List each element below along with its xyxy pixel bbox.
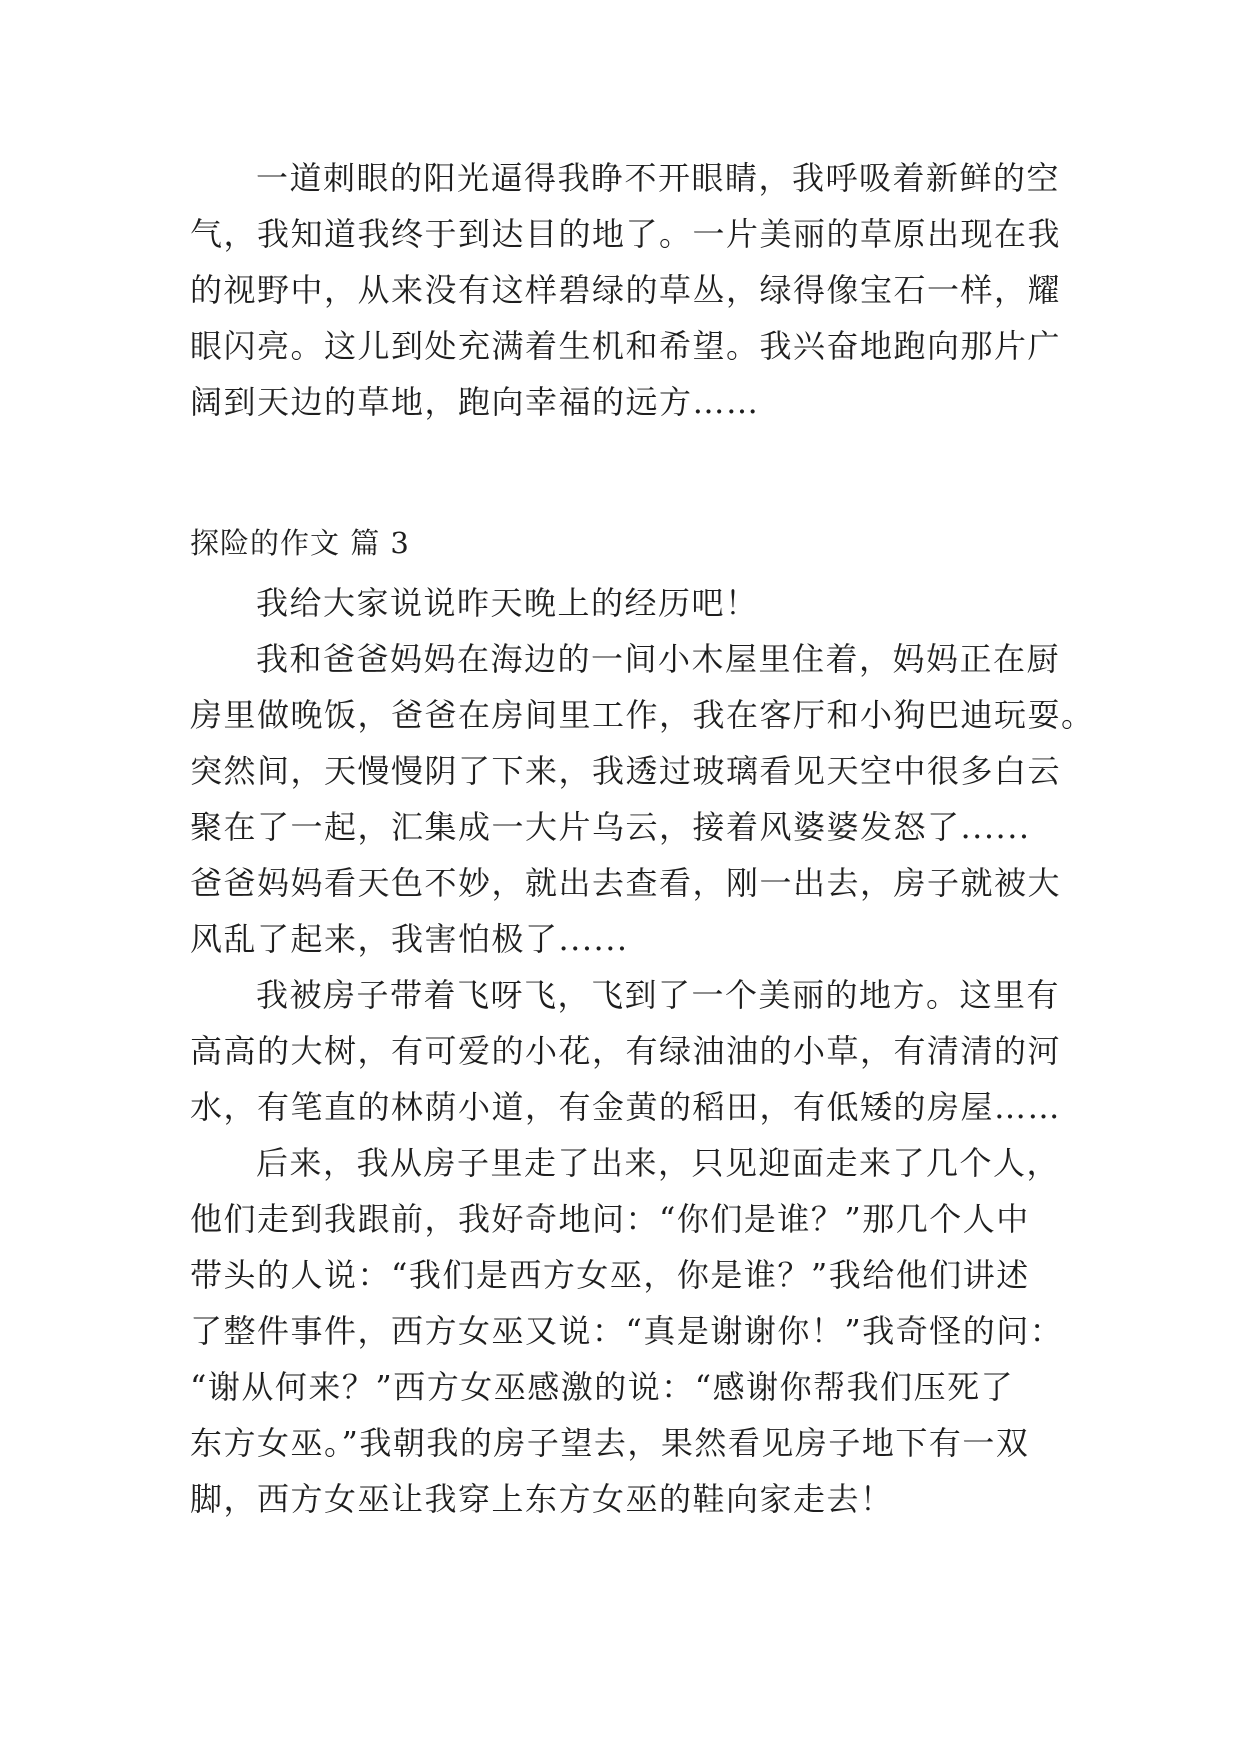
text-line: 东方女巫。”我朝我的房子望去，果然看见房子地下有一双	[190, 1424, 1030, 1462]
text-line: 爸爸妈妈看天色不妙，就出去查看，刚一出去，房子就被大	[190, 864, 1062, 902]
section-heading: 探险的作文 篇 3	[190, 526, 410, 560]
text-line: 我和爸爸妈妈在海边的一间小木屋里住着，妈妈正在厨	[256, 640, 1061, 678]
text-line: 的视野中，从来没有这样碧绿的草丛，绿得像宝石一样，耀	[190, 271, 1062, 309]
paragraph-2	[190, 631, 1095, 967]
text-line: 我被房子带着飞呀飞，飞到了一个美丽的地方。这里有	[256, 976, 1061, 1014]
text-line: 后来，我从房子里走了出来，只见迎面走来了几个人，	[256, 1144, 1061, 1182]
text-line: 一道刺眼的阳光逼得我睁不开眼睛，我呼吸着新鲜的空	[256, 159, 1061, 197]
text-line: 突然间，天慢慢阴了下来，我透过玻璃看见天空中很多白云	[190, 752, 1062, 790]
paragraph-1	[190, 575, 1060, 631]
text-line: 他们走到我跟前，我好奇地问：“你们是谁？”那几个人中	[190, 1200, 1030, 1238]
text-line: 了整件事件，西方女巫又说：“真是谢谢你！”我奇怪的问：	[190, 1312, 1064, 1350]
text-line: 高高的大树，有可爱的小花，有绿油油的小草，有清清的河	[190, 1032, 1062, 1070]
intro-section	[190, 150, 1060, 430]
essay-section-3	[190, 515, 1095, 1527]
text-line: 我给大家说说昨天晚上的经历吧！	[256, 584, 759, 622]
text-line: “谢从何来？”西方女巫感激的说：“感谢你帮我们压死了	[190, 1368, 1015, 1406]
paragraph-3	[190, 967, 1060, 1135]
text-line: 脚，西方女巫让我穿上东方女巫的鞋向家走去！	[190, 1480, 894, 1518]
text-line: 阔到天边的草地，跑向幸福的远方……	[190, 383, 760, 421]
text-line: 聚在了一起，汇集成一大片乌云，接着风婆婆发怒了......	[190, 808, 1031, 846]
paragraph-4	[190, 1135, 1064, 1527]
text-line: 风乱了起来，我害怕极了......	[190, 920, 629, 958]
text-line: 气，我知道我终于到达目的地了。一片美丽的草原出现在我	[190, 215, 1062, 253]
text-line: 带头的人说：“我们是西方女巫，你是谁？”我给他们讲述	[190, 1256, 1030, 1294]
text-line: 水，有笔直的林荫小道，有金黄的稻田，有低矮的房屋……	[190, 1088, 1062, 1126]
intro-paragraph	[190, 150, 1060, 430]
text-line: 眼闪亮。这儿到处充满着生机和希望。我兴奋地跑向那片广	[190, 327, 1062, 365]
text-line: 房里做晚饭，爸爸在房间里工作，我在客厅和小狗巴迪玩耍。	[190, 696, 1095, 734]
